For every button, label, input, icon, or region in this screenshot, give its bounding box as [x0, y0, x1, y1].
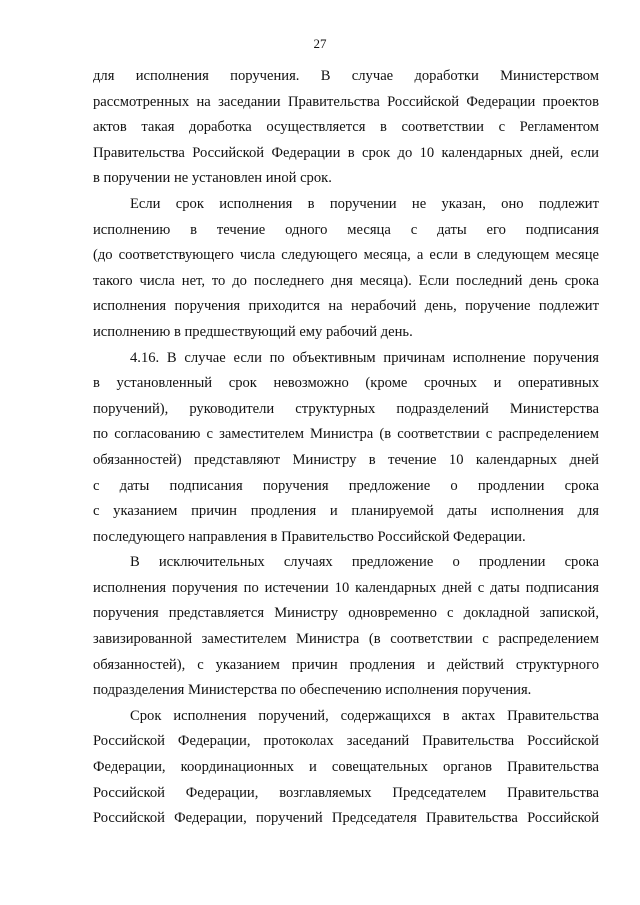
- text-line: Российской Федерации, возглавляемых Председателем Правительства: [93, 784, 599, 801]
- paragraph: [93, 550, 599, 704]
- paragraph: [93, 704, 599, 832]
- text-line: по согласованию с заместителем Министра (в соответствии с распределением: [93, 426, 599, 443]
- text-line: завизированной заместителем Министра (в соответствии с распределением: [93, 631, 599, 648]
- text-line: последующего направления в Правительство Российской Федерации.: [93, 528, 526, 545]
- text-line: Российской Федерации, поручений Председателя Правительства Российской: [93, 810, 599, 827]
- text-line: поручения представляется Министру одновременно с докладной запиской,: [93, 605, 599, 622]
- paragraph: [93, 192, 599, 346]
- text-line: Если срок исполнения в поручении не указан, оно подлежит: [130, 195, 599, 212]
- text-line: исполнению в течение одного месяца с даты его подписания: [93, 221, 599, 238]
- text-line: В исключительных случаях предложение о продлении срока: [130, 554, 599, 571]
- text-line: такого числа нет, то до последнего дня месяца). Если последний день срока: [93, 272, 599, 289]
- text-line: с даты подписания поручения предложение о продлении срока: [93, 477, 599, 494]
- text-line: Правительства Российской Федерации в срок до 10 календарных дней, если: [93, 144, 599, 161]
- text-line: актов такая доработка осуществляется в соответствии с Регламентом: [93, 119, 599, 136]
- text-line: в поручении не установлен иной срок.: [93, 170, 332, 187]
- text-line: Федерации, координационных и совещательных органов Правительства: [93, 759, 599, 776]
- text-line: обязанностей) представляют Министру в течение 10 календарных дней: [93, 451, 599, 468]
- text-line: исполнения поручения приходится на нерабочий день, поручение подлежит: [93, 298, 599, 315]
- text-line: с указанием причин продления и планируемой даты исполнения для: [93, 503, 599, 520]
- body-text: [93, 64, 599, 832]
- text-line: 4.16. В случае если по объективным причинам исполнение поручения: [130, 349, 599, 366]
- text-line: обязанностей), с указанием причин продления и действий структурного: [93, 656, 599, 673]
- paragraph: [93, 346, 599, 551]
- text-line: рассмотренных на заседании Правительства Российской Федерации проектов: [93, 93, 599, 110]
- text-line: поручений), руководители структурных подразделений Министерства: [93, 400, 599, 417]
- text-line: (до соответствующего числа следующего месяца, а если в следующем месяце: [93, 247, 599, 264]
- text-line: исполнения поручения по истечении 10 календарных дней с даты подписания: [93, 579, 599, 596]
- page-number: 27: [313, 36, 327, 51]
- text-line: исполнению в предшествующий ему рабочий день.: [93, 323, 413, 340]
- text-line: Российской Федерации, протоколах заседаний Правительства Российской: [93, 733, 599, 750]
- text-line: для исполнения поручения. В случае доработки Министерством: [93, 68, 599, 84]
- text-line: подразделения Министерства по обеспечению исполнения поручения.: [93, 682, 532, 699]
- text-line: Срок исполнения поручений, содержащихся в актах Правительства: [130, 707, 599, 724]
- text-line: в установленный срок невозможно (кроме срочных и оперативных: [93, 375, 599, 392]
- paragraph: [93, 64, 599, 192]
